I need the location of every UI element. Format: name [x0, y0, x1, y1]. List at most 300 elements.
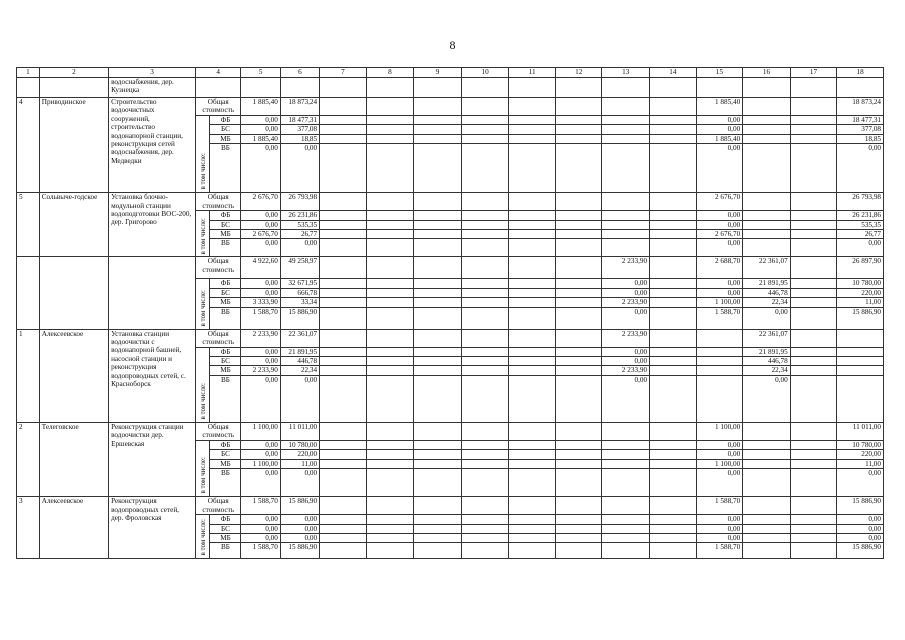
- value-cell-c6: 10 780,00: [280, 440, 319, 449]
- value-cell-c5: 1 588,70: [241, 307, 280, 329]
- value-cell-c15: 0,00: [696, 469, 743, 497]
- empty-cell: [650, 497, 697, 515]
- object-total-row: [17, 329, 884, 347]
- empty-cell: [414, 440, 462, 449]
- value-cell-c16: [743, 211, 791, 220]
- empty-cell: [509, 366, 556, 375]
- empty-cell: [461, 307, 509, 329]
- value-cell-c15: 1 100,00: [696, 298, 743, 307]
- value-cell-c13: [602, 440, 650, 449]
- value-cell-c6: 22,34: [280, 366, 319, 375]
- empty-cell: [650, 422, 697, 440]
- value-cell-c16: [743, 193, 791, 211]
- empty-cell: [555, 469, 602, 497]
- value-cell-c13: [602, 497, 650, 515]
- value-cell-c18: 26,77: [837, 230, 884, 239]
- empty-cell: [790, 144, 837, 193]
- empty-cell: [509, 279, 556, 288]
- empty-cell: [366, 288, 414, 297]
- empty-cell: [555, 533, 602, 542]
- object-total-row: [17, 497, 884, 515]
- value-cell-c5: 0,00: [241, 220, 280, 229]
- object-description: Реконструкция станции водоочистки дер. Ершевская: [109, 422, 196, 496]
- object-total-row: [17, 193, 884, 211]
- value-cell-c13: [602, 469, 650, 497]
- empty-cell: [366, 515, 414, 524]
- empty-cell: [743, 78, 791, 98]
- empty-cell: [320, 288, 367, 297]
- value-cell-c6: 535,35: [280, 220, 319, 229]
- value-cell-c15: 2 676,70: [696, 193, 743, 211]
- header-cell: 2: [39, 68, 108, 78]
- in-that-number-label: в том числе:: [198, 153, 207, 190]
- value-cell-c5: 0,00: [241, 211, 280, 220]
- empty-cell: [414, 134, 462, 143]
- empty-cell: [509, 116, 556, 125]
- value-cell-c16: [743, 543, 791, 559]
- empty-cell: [320, 307, 367, 329]
- empty-cell: [320, 144, 367, 193]
- empty-cell: [366, 375, 414, 422]
- value-cell-c15: 0,00: [696, 279, 743, 288]
- empty-cell: [366, 450, 414, 459]
- subrow-label-vertical: [195, 347, 209, 422]
- header-cell: 4: [195, 68, 241, 78]
- value-cell-c15: 0,00: [696, 116, 743, 125]
- funding-source-label: МБ: [210, 134, 241, 143]
- empty-cell: [509, 459, 556, 468]
- value-cell-c6: 21 891,95: [280, 347, 319, 356]
- column-number-row: [17, 68, 884, 78]
- value-cell-c13: [602, 211, 650, 220]
- settlement-name: Приводинское: [39, 98, 108, 193]
- value-cell-c16: [743, 469, 791, 497]
- empty-cell: [650, 543, 697, 559]
- funding-source-label: МБ: [210, 230, 241, 239]
- empty-cell: [509, 497, 556, 515]
- empty-cell: [414, 347, 462, 356]
- value-cell-c13: [602, 543, 650, 559]
- empty-cell: [461, 422, 509, 440]
- funding-source-label: ВБ: [210, 469, 241, 497]
- value-cell-c5: 1 100,00: [241, 422, 280, 440]
- empty-cell: [461, 515, 509, 524]
- value-cell-c16: 0,00: [743, 375, 791, 422]
- empty-cell: [461, 211, 509, 220]
- empty-cell: [790, 134, 837, 143]
- object-total-row: [17, 422, 884, 440]
- empty-cell: [39, 78, 108, 98]
- value-cell-c6: 26 793,98: [280, 193, 319, 211]
- value-cell-c6: 377,08: [280, 125, 319, 134]
- empty-cell: [414, 279, 462, 288]
- empty-cell: [366, 279, 414, 288]
- object-description: [109, 257, 196, 329]
- empty-cell: [790, 524, 837, 533]
- empty-cell: [320, 459, 367, 468]
- empty-cell: [461, 357, 509, 366]
- value-cell-c16: [743, 524, 791, 533]
- funding-source-label: БС: [210, 220, 241, 229]
- value-cell-c16: [743, 450, 791, 459]
- value-cell-c18: 15 886,90: [837, 543, 884, 559]
- empty-cell: [414, 298, 462, 307]
- empty-cell: [509, 515, 556, 524]
- value-cell-c18: 11,00: [837, 459, 884, 468]
- empty-cell: [461, 459, 509, 468]
- empty-cell: [461, 497, 509, 515]
- empty-cell: [650, 329, 697, 347]
- row-number: [17, 257, 40, 329]
- empty-cell: [320, 469, 367, 497]
- empty-cell: [555, 78, 602, 98]
- funding-source-label: ВБ: [210, 375, 241, 422]
- empty-cell: [366, 329, 414, 347]
- funding-source-label: ВБ: [210, 543, 241, 559]
- settlement-name: Алексеевское: [39, 329, 108, 422]
- empty-cell: [461, 125, 509, 134]
- empty-cell: [366, 524, 414, 533]
- funding-source-label: ФБ: [210, 116, 241, 125]
- value-cell-c16: 0,00: [743, 307, 791, 329]
- empty-cell: [320, 220, 367, 229]
- empty-cell: [414, 515, 462, 524]
- empty-cell: [414, 257, 462, 279]
- funding-source-label: МБ: [210, 366, 241, 375]
- value-cell-c16: [743, 116, 791, 125]
- value-cell-c6: 26,77: [280, 230, 319, 239]
- empty-cell: [509, 543, 556, 559]
- value-cell-c15: 1 588,70: [696, 497, 743, 515]
- funding-source-label: БС: [210, 357, 241, 366]
- empty-cell: [509, 329, 556, 347]
- value-cell-c6: 32 671,95: [280, 279, 319, 288]
- empty-cell: [509, 347, 556, 356]
- empty-cell: [790, 366, 837, 375]
- empty-cell: [461, 134, 509, 143]
- value-cell-c6: 666,78: [280, 288, 319, 297]
- object-description: Строительство водоочистных сооружений, строительство водонапорной станции, реконструкция сетей водоснабжения, дер. Медведки: [109, 98, 196, 193]
- empty-cell: [790, 288, 837, 297]
- empty-cell: [461, 193, 509, 211]
- value-cell-c5: 0,00: [241, 450, 280, 459]
- value-cell-c13: [602, 515, 650, 524]
- header-cell: 14: [650, 68, 697, 78]
- value-cell-c15: 0,00: [696, 524, 743, 533]
- value-cell-c5: 2 233,90: [241, 329, 280, 347]
- row-number: 2: [17, 422, 40, 496]
- empty-cell: [366, 257, 414, 279]
- empty-cell: [555, 422, 602, 440]
- value-cell-c18: 10 780,00: [837, 440, 884, 449]
- value-cell-c13: [602, 144, 650, 193]
- empty-cell: [555, 116, 602, 125]
- empty-cell: [555, 279, 602, 288]
- value-cell-c15: 1 885,40: [696, 134, 743, 143]
- value-cell-c13: 2 233,90: [602, 257, 650, 279]
- empty-cell: [366, 239, 414, 257]
- value-cell-c13: [602, 524, 650, 533]
- value-cell-c15: 0,00: [696, 440, 743, 449]
- empty-cell: [509, 524, 556, 533]
- value-cell-c15: 0,00: [696, 125, 743, 134]
- empty-cell: [555, 288, 602, 297]
- funding-source-label: ВБ: [210, 239, 241, 257]
- empty-cell: [790, 230, 837, 239]
- object-description: Установка станции водоочистки с водонапорной башней, насосной станции и реконструкция водопроводных сетей, с. Красноборск: [109, 329, 196, 422]
- value-cell-c16: [743, 422, 791, 440]
- empty-cell: [602, 78, 650, 98]
- funding-source-label: БС: [210, 125, 241, 134]
- value-cell-c6: 0,00: [280, 533, 319, 542]
- empty-cell: [414, 459, 462, 468]
- empty-cell: [650, 459, 697, 468]
- empty-cell: [790, 125, 837, 134]
- value-cell-c15: 1 100,00: [696, 459, 743, 468]
- value-cell-c13: 0,00: [602, 357, 650, 366]
- value-cell-c16: [743, 220, 791, 229]
- empty-cell: [461, 533, 509, 542]
- value-cell-c15: 0,00: [696, 288, 743, 297]
- value-cell-c18: 18 873,24: [837, 98, 884, 116]
- value-cell-c13: [602, 450, 650, 459]
- empty-cell: [509, 134, 556, 143]
- empty-cell: [461, 347, 509, 356]
- value-cell-c13: 0,00: [602, 288, 650, 297]
- empty-cell: [366, 98, 414, 116]
- empty-cell: [555, 515, 602, 524]
- value-cell-c13: 0,00: [602, 375, 650, 422]
- value-cell-c6: 33,34: [280, 298, 319, 307]
- value-cell-c15: [696, 357, 743, 366]
- value-cell-c16: 22 361,07: [743, 329, 791, 347]
- header-cell: 5: [241, 68, 280, 78]
- funding-source-label: ФБ: [210, 347, 241, 356]
- empty-cell: [461, 469, 509, 497]
- header-cell: 18: [837, 68, 884, 78]
- value-cell-c15: 0,00: [696, 450, 743, 459]
- object-total-row: [17, 98, 884, 116]
- empty-cell: [461, 524, 509, 533]
- empty-cell: [320, 134, 367, 143]
- value-cell-c6: 0,00: [280, 515, 319, 524]
- empty-cell: [366, 298, 414, 307]
- empty-cell: [509, 440, 556, 449]
- funding-source-label: ВБ: [210, 144, 241, 193]
- empty-cell: [555, 307, 602, 329]
- value-cell-c5: 0,00: [241, 279, 280, 288]
- empty-cell: [414, 307, 462, 329]
- value-cell-c13: [602, 116, 650, 125]
- value-cell-c5: 1 588,70: [241, 543, 280, 559]
- empty-cell: [509, 533, 556, 542]
- subrow-label-vertical: [195, 279, 209, 329]
- object-total-row: [17, 257, 884, 279]
- empty-cell: [555, 375, 602, 422]
- value-cell-c13: [602, 459, 650, 468]
- value-cell-c6: 18,85: [280, 134, 319, 143]
- empty-cell: [195, 78, 241, 98]
- empty-cell: [461, 440, 509, 449]
- budget-table: [16, 67, 884, 559]
- subrow-label-vertical: [195, 211, 209, 257]
- value-cell-c15: 2 676,70: [696, 230, 743, 239]
- funding-source-label: ФБ: [210, 211, 241, 220]
- value-cell-c5: 0,00: [241, 125, 280, 134]
- empty-cell: [509, 307, 556, 329]
- empty-cell: [366, 230, 414, 239]
- value-cell-c5: 0,00: [241, 239, 280, 257]
- empty-cell: [555, 459, 602, 468]
- value-cell-c13: [602, 193, 650, 211]
- empty-cell: [320, 366, 367, 375]
- object-description: Реконструкция водопроводных сетей, дер. Фроловская: [109, 497, 196, 559]
- header-cell: 12: [555, 68, 602, 78]
- value-cell-c18: 26 793,98: [837, 193, 884, 211]
- empty-cell: [320, 116, 367, 125]
- empty-cell: [555, 543, 602, 559]
- empty-cell: [320, 543, 367, 559]
- value-cell-c5: 2 676,70: [241, 230, 280, 239]
- empty-cell: [320, 298, 367, 307]
- empty-cell: [790, 469, 837, 497]
- empty-cell: [414, 357, 462, 366]
- value-cell-c6: 18 873,24: [280, 98, 319, 116]
- value-cell-c18: 18 477,31: [837, 116, 884, 125]
- value-cell-c16: 21 891,95: [743, 279, 791, 288]
- empty-cell: [366, 459, 414, 468]
- header-cell: 16: [743, 68, 791, 78]
- empty-cell: [509, 220, 556, 229]
- value-cell-c15: 1 100,00: [696, 422, 743, 440]
- value-cell-c5: 0,00: [241, 515, 280, 524]
- empty-cell: [650, 78, 697, 98]
- value-cell-c15: 0,00: [696, 211, 743, 220]
- empty-cell: [509, 78, 556, 98]
- empty-cell: [555, 524, 602, 533]
- empty-cell: [555, 134, 602, 143]
- value-cell-c5: 0,00: [241, 375, 280, 422]
- empty-cell: [555, 440, 602, 449]
- empty-cell: [414, 98, 462, 116]
- value-cell-c5: 1 588,70: [241, 497, 280, 515]
- header-cell: 7: [320, 68, 367, 78]
- empty-cell: [790, 515, 837, 524]
- empty-cell: [650, 220, 697, 229]
- value-cell-c6: 15 886,90: [280, 307, 319, 329]
- funding-source-label: ФБ: [210, 440, 241, 449]
- empty-cell: [414, 469, 462, 497]
- value-cell-c15: 1 588,70: [696, 543, 743, 559]
- empty-cell: [650, 134, 697, 143]
- empty-cell: [366, 78, 414, 98]
- empty-cell: [650, 239, 697, 257]
- empty-cell: [366, 357, 414, 366]
- empty-cell: [461, 144, 509, 193]
- value-cell-c6: 11 011,00: [280, 422, 319, 440]
- value-cell-c13: 0,00: [602, 279, 650, 288]
- value-cell-c16: 446,78: [743, 288, 791, 297]
- empty-cell: [790, 257, 837, 279]
- empty-cell: [414, 211, 462, 220]
- empty-cell: [320, 98, 367, 116]
- empty-cell: [461, 116, 509, 125]
- total-cost-label: Общая стоимость: [195, 422, 241, 440]
- empty-cell: [650, 533, 697, 542]
- value-cell-c13: [602, 533, 650, 542]
- empty-cell: [555, 257, 602, 279]
- value-cell-c5: 4 922,60: [241, 257, 280, 279]
- empty-cell: [320, 279, 367, 288]
- in-that-number-label: в том числе:: [198, 382, 207, 420]
- value-cell-c13: 0,00: [602, 307, 650, 329]
- empty-cell: [790, 298, 837, 307]
- funding-source-label: БС: [210, 450, 241, 459]
- empty-cell: [790, 193, 837, 211]
- value-cell-c16: 446,78: [743, 357, 791, 366]
- empty-cell: [414, 533, 462, 542]
- empty-cell: [509, 288, 556, 297]
- total-cost-label: Общая стоимость: [195, 98, 241, 116]
- empty-cell: [414, 288, 462, 297]
- empty-cell: [555, 125, 602, 134]
- funding-source-label: МБ: [210, 459, 241, 468]
- value-cell-c13: [602, 220, 650, 229]
- empty-cell: [650, 298, 697, 307]
- empty-cell: [509, 422, 556, 440]
- empty-cell: [320, 533, 367, 542]
- empty-cell: [650, 375, 697, 422]
- empty-cell: [461, 288, 509, 297]
- object-description: Установка блочно-модульной станции водоподготовки ВОС-200, дер. Григорово: [109, 193, 196, 257]
- value-cell-c16: 22,34: [743, 366, 791, 375]
- empty-cell: [414, 239, 462, 257]
- empty-cell: [790, 459, 837, 468]
- empty-cell: [320, 422, 367, 440]
- value-cell-c16: [743, 98, 791, 116]
- header-cell: 17: [790, 68, 837, 78]
- value-cell-c5: 0,00: [241, 533, 280, 542]
- empty-cell: [414, 329, 462, 347]
- value-cell-c18: 11 011,00: [837, 422, 884, 440]
- value-cell-c18: [837, 347, 884, 356]
- empty-cell: [650, 307, 697, 329]
- empty-cell: [509, 298, 556, 307]
- value-cell-c15: 1 588,70: [696, 307, 743, 329]
- value-cell-c18: 0,00: [837, 515, 884, 524]
- settlement-name: Телеговское: [39, 422, 108, 496]
- empty-cell: [461, 329, 509, 347]
- empty-cell: [320, 375, 367, 422]
- value-cell-c18: 11,00: [837, 298, 884, 307]
- empty-cell: [366, 125, 414, 134]
- value-cell-c18: 0,00: [837, 144, 884, 193]
- empty-cell: [555, 347, 602, 356]
- value-cell-c16: [743, 239, 791, 257]
- empty-cell: [366, 144, 414, 193]
- funding-source-label: МБ: [210, 298, 241, 307]
- value-cell-c13: [602, 230, 650, 239]
- value-cell-c15: 0,00: [696, 220, 743, 229]
- row-number: 3: [17, 497, 40, 559]
- value-cell-c6: 22 361,07: [280, 329, 319, 347]
- empty-cell: [650, 357, 697, 366]
- total-cost-label: Общая стоимость: [195, 193, 241, 211]
- value-cell-c6: 0,00: [280, 469, 319, 497]
- empty-cell: [320, 193, 367, 211]
- header-cell: 15: [696, 68, 743, 78]
- value-cell-c5: 2 676,70: [241, 193, 280, 211]
